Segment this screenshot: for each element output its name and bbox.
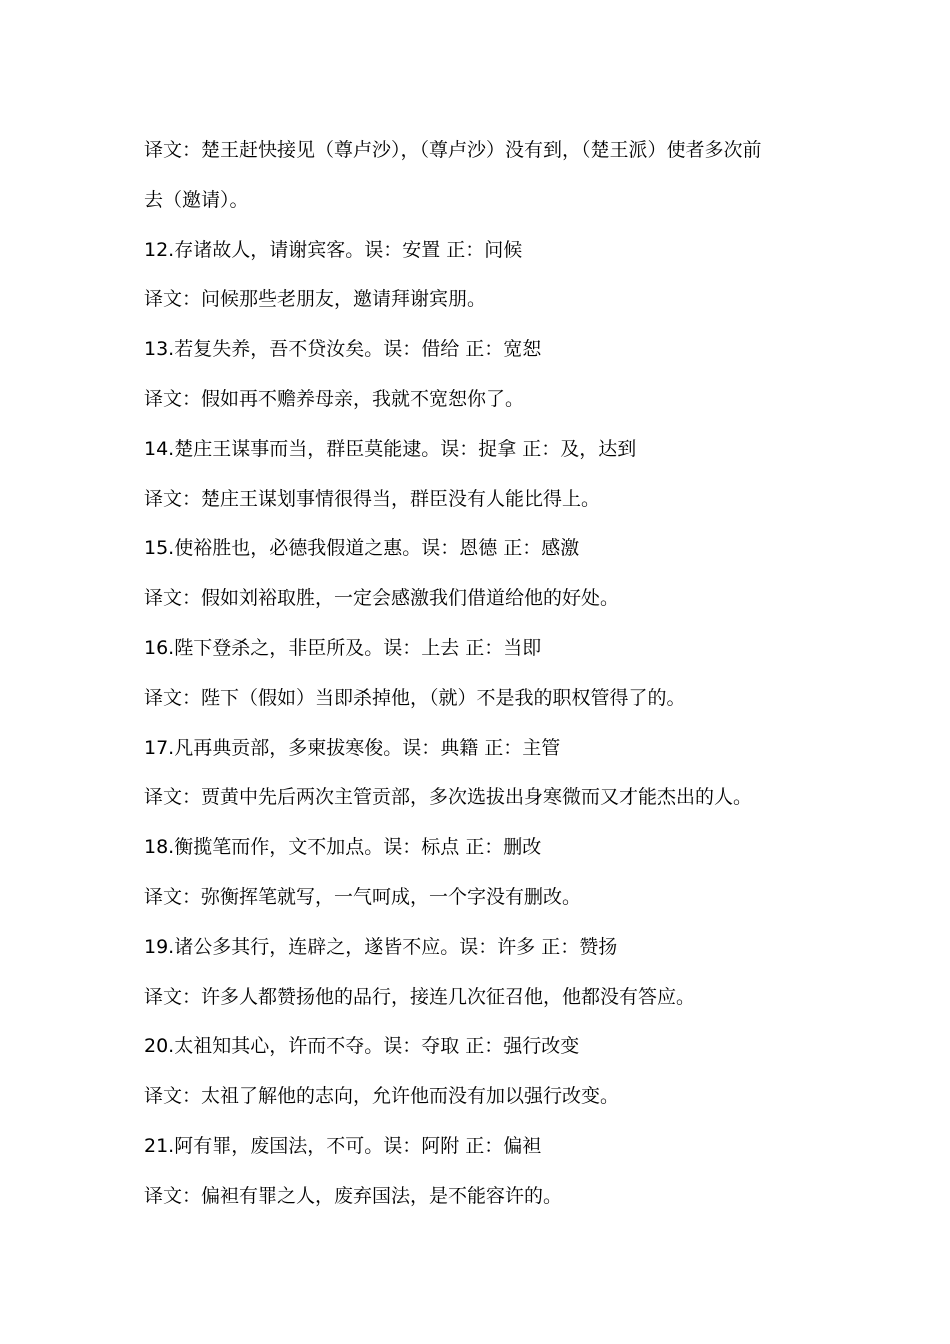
- item-20: 20.太祖知其心，许而不夺。误：夺取 正：强行改变: [144, 1035, 580, 1058]
- item-14: 14.楚庄王谋事而当，群臣莫能逮。误：捉拿 正：及，达到: [144, 437, 637, 460]
- translation-line-11-part1: 译文：楚王赶快接见（尊卢沙），（尊卢沙）没有到，（楚王派）使者多次前: [144, 139, 762, 161]
- translation-13: 译文：假如再不赡养母亲，我就不宽恕你了。: [144, 387, 525, 410]
- item-15: 15.使裕胜也，必德我假道之惠。误：恩德 正：感激: [144, 537, 580, 560]
- item-18: 18.衡揽笔而作，文不加点。误：标点 正：删改: [144, 836, 542, 859]
- item-12: 12.存诸故人，请谢宾客。误：安置 正：问候: [144, 238, 523, 261]
- item-17: 17.凡再典贡部，多柬拔寒俊。误：典籍 正：主管: [144, 736, 561, 759]
- translation-line-11-part2: 去（邀请）。: [144, 188, 249, 211]
- item-13: 13.若复失养，吾不贷汝矣。误：借给 正：宽恕: [144, 338, 542, 361]
- translation-14: 译文：楚庄王谋划事情很得当，群臣没有人能比得上。: [144, 487, 601, 510]
- translation-16: 译文：陛下（假如）当即杀掉他，（就）不是我的职权管得了的。: [144, 686, 686, 709]
- translation-12: 译文：问候那些老朋友，邀请拜谢宾朋。: [144, 288, 487, 311]
- translation-19: 译文：许多人都赞扬他的品行，接连几次征召他，他都没有答应。: [144, 985, 696, 1008]
- translation-15: 译文：假如刘裕取胜，一定会感激我们借道给他的好处。: [144, 587, 620, 610]
- document-body: [144, 132, 824, 1228]
- translation-20: 译文：太祖了解他的志向，允许他而没有加以强行改变。: [144, 1085, 620, 1108]
- item-16: 16.陛下登杀之，非臣所及。误：上去 正：当即: [144, 636, 542, 659]
- item-19: 19.诸公多其行，连辟之，遂皆不应。误：许多 正：赞扬: [144, 935, 618, 958]
- translation-21: 译文：偏袒有罪之人，废弃国法，是不能容许的。: [144, 1184, 563, 1207]
- translation-17: 译文：贾黄中先后两次主管贡部，多次选拔出身寒微而又才能杰出的人。: [144, 786, 753, 809]
- translation-18: 译文：弥衡挥笔就写，一气呵成，一个字没有删改。: [144, 885, 582, 908]
- item-21: 21.阿有罪，废国法，不可。误：阿附 正：偏袒: [144, 1134, 542, 1157]
